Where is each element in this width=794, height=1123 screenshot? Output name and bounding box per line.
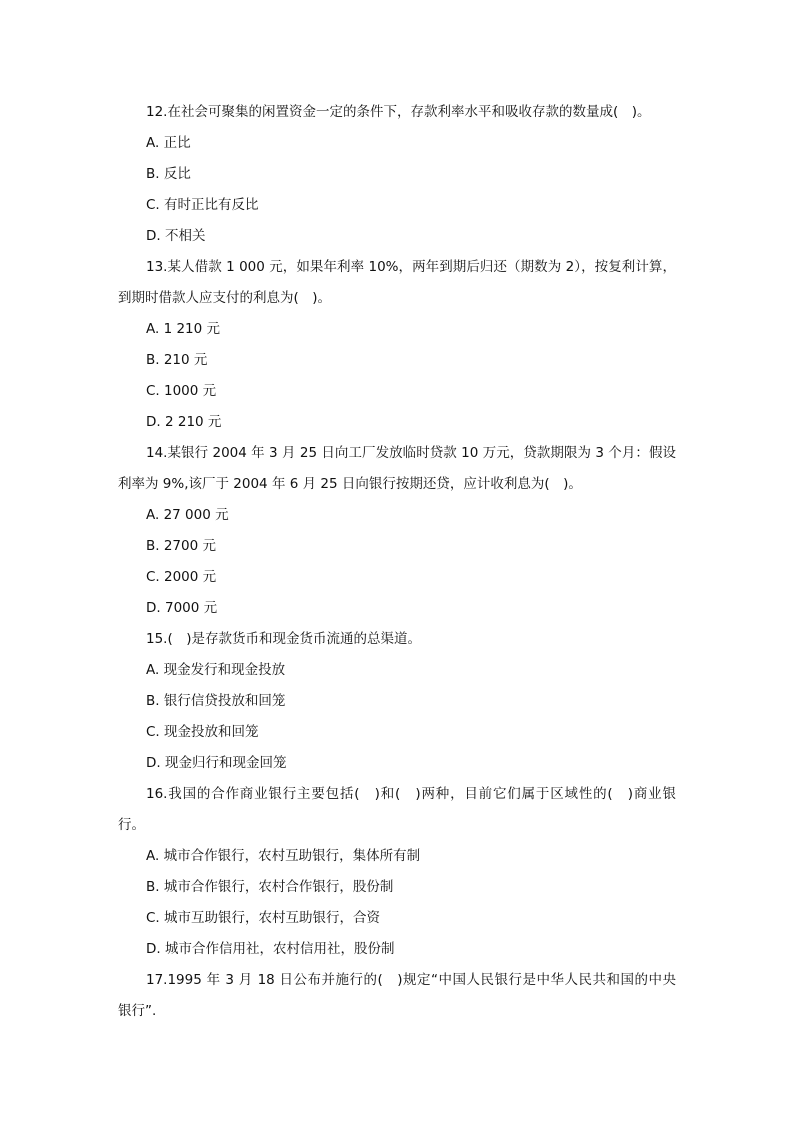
answer-option: B. 银行信贷投放和回笼 <box>146 693 286 709</box>
question-text-continued: 银行”. <box>118 1003 157 1019</box>
question-14 <box>118 438 676 624</box>
question-text: 17.1995 年 3 月 18 日公布并施行的( )规定“中国人民银行是中华人民共和国的中央 <box>146 972 676 988</box>
question-text: 12.在社会可聚集的闲置资金一定的条件下，存款利率水平和吸收存款的数量成( )。 <box>146 104 651 120</box>
answer-option: C. 2000 元 <box>146 569 217 585</box>
question-12 <box>118 97 676 252</box>
answer-option: D. 现金归行和现金回笼 <box>146 755 287 771</box>
answer-option: B. 210 元 <box>146 352 208 368</box>
question-text: 14.某银行 2004 年 3 月 25 日向工厂发放临时贷款 10 万元，贷款期限为 3 个月：假设 <box>146 445 676 461</box>
question-text-continued: 到期时借款人应支付的利息为( )。 <box>118 290 332 306</box>
answer-option: A. 现金发行和现金投放 <box>146 662 286 678</box>
answer-option: C. 现金投放和回笼 <box>146 724 259 740</box>
answer-option: C. 城市互助银行，农村互助银行，合资 <box>146 910 381 926</box>
question-text: 13.某人借款 1 000 元，如果年利率 10%，两年到期后归还（期数为 2），按复利计算， <box>146 259 676 275</box>
question-15 <box>118 624 676 779</box>
answer-option: A. 27 000 元 <box>146 507 229 523</box>
answer-option: C. 1000 元 <box>146 383 217 399</box>
question-text-continued: 行。 <box>118 817 145 833</box>
answer-option: B. 2700 元 <box>146 538 216 554</box>
question-16 <box>118 779 676 965</box>
question-text: 15.( )是存款货币和现金货币流通的总渠道。 <box>146 631 422 647</box>
answer-option: A. 城市合作银行，农村互助银行，集体所有制 <box>146 848 421 864</box>
answer-option: B. 反比 <box>146 166 191 182</box>
answer-option: B. 城市合作银行，农村合作银行，股份制 <box>146 879 394 895</box>
answer-option: D. 不相关 <box>146 228 206 244</box>
answer-option: D. 2 210 元 <box>146 414 222 430</box>
answer-option: D. 7000 元 <box>146 600 218 616</box>
answer-option: C. 有时正比有反比 <box>146 197 259 213</box>
answer-option: A. 正比 <box>146 135 191 151</box>
question-17 <box>118 965 676 1027</box>
answer-option: A. 1 210 元 <box>146 321 221 337</box>
document-body <box>118 97 676 1027</box>
question-13 <box>118 252 676 438</box>
answer-option: D. 城市合作信用社，农村信用社，股份制 <box>146 941 395 957</box>
question-text: 16.我国的合作商业银行主要包括( )和( )两种，目前它们属于区域性的( )商业银 <box>146 786 676 802</box>
question-text-continued: 利率为 9%,该厂于 2004 年 6 月 25 日向银行按期还贷，应计收利息为( )。 <box>118 476 582 492</box>
